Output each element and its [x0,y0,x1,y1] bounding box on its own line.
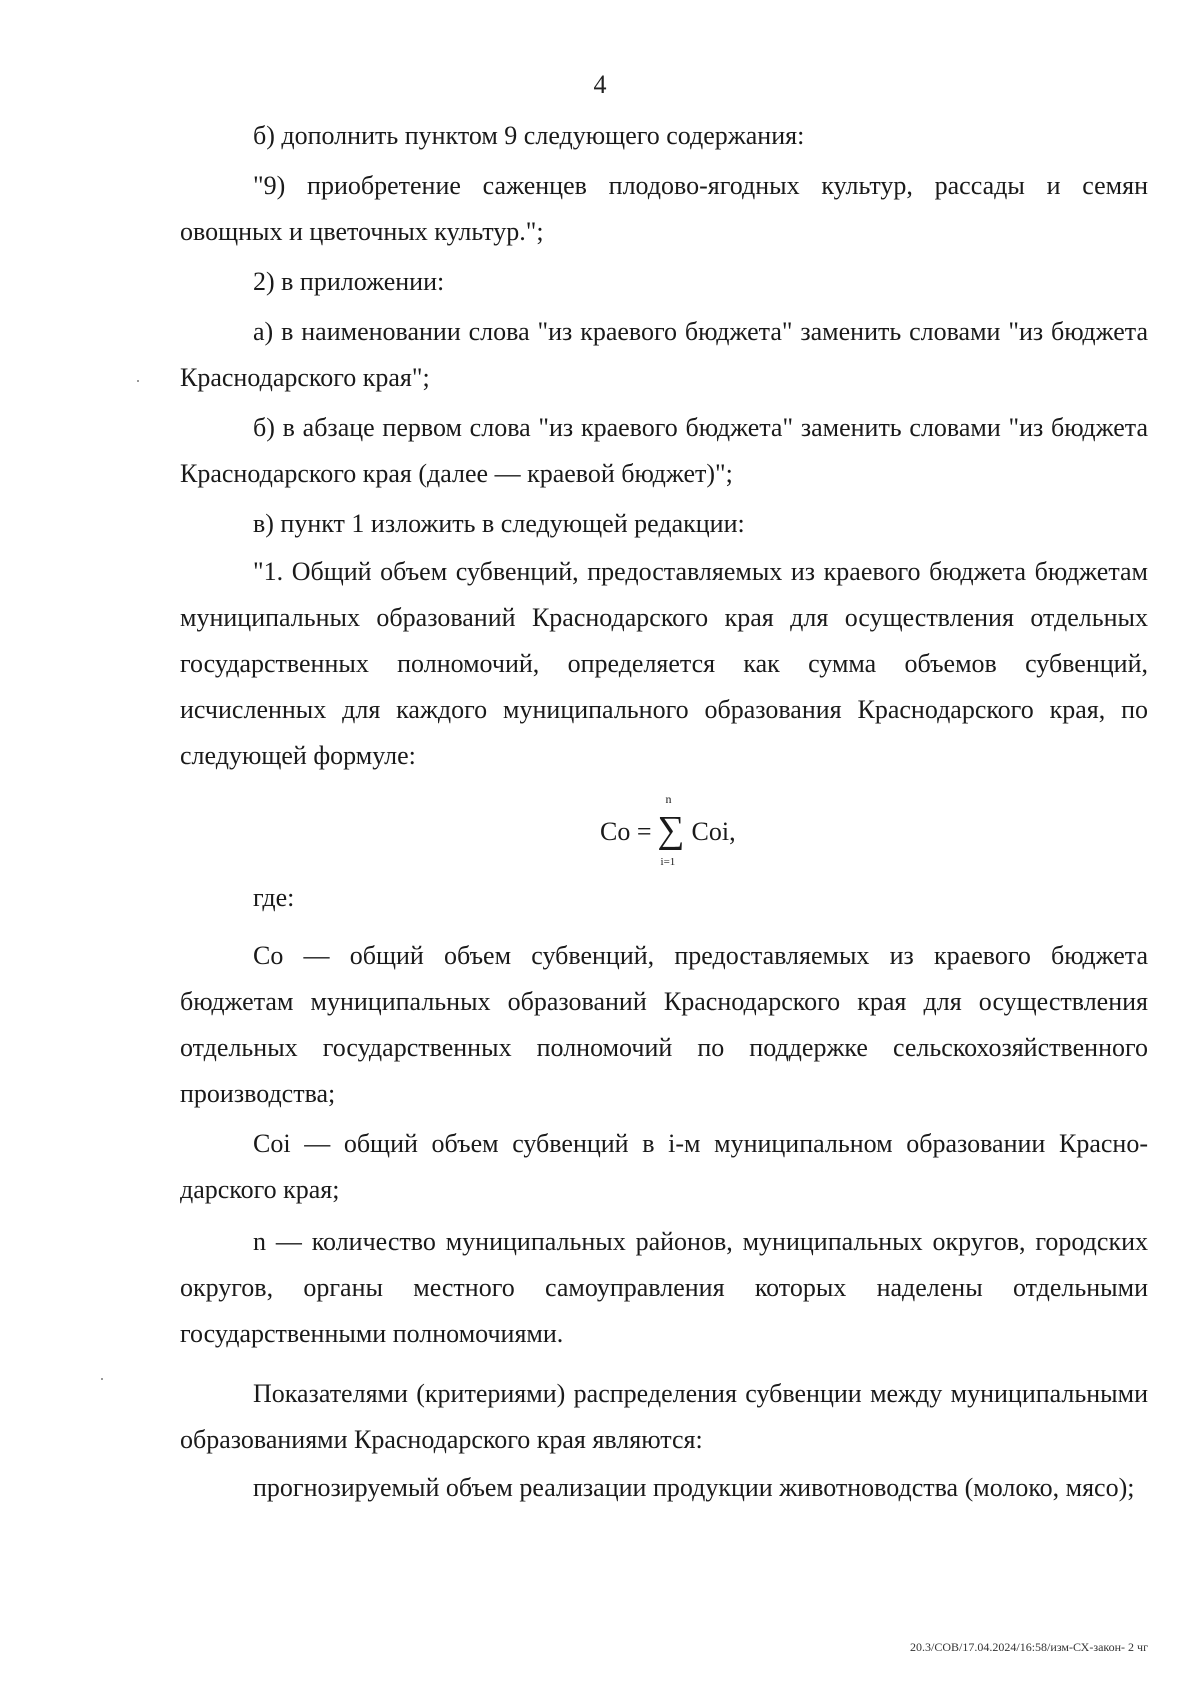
formula-expression [600,792,736,868]
paragraph-where: где: [253,883,295,912]
scan-speck [137,380,139,382]
formula-lhs: Со = [600,817,652,846]
scan-speck [101,1378,103,1380]
paragraph-appendix-heading: 2) в приложении: [253,267,445,296]
formula-rhs: Coi, [691,817,736,846]
document-footer-code: 20.3/СОВ/17.04.2024/16:58/изм-СХ-закон- 2 чг [910,1640,1148,1654]
sigma-symbol: ∑ [657,809,685,851]
document-body [180,113,1148,1511]
page-number: 4 [593,70,607,99]
paragraph-item-1-text: "1. Общий объем субвенций, предоставляемых из краевого бюджета бюджетам муниципальных образований Краснодарского края для осуществления отдельных государственных полномочий, определяется как сумма объемов субвенций, исчисленных для каждого муниципального образования Краснодарского края, по следующей формуле: [180,557,1148,770]
formula-sum-upper-limit: n [665,792,672,806]
formula-sum [657,792,690,868]
paragraph-amend-item-9: б) дополнить пунктом 9 следующего содержания: [253,121,805,150]
paragraph-amend-first-abzac: б) в абзаце первом слова "из краевого бюджета" заменить словами "из бюджета Краснодарского края (далее — краевой бюджет)"; [180,413,1148,488]
paragraph-criteria-heading: Показателями (критериями) распределения субвенции между муниципальными образованиями Краснодарского края являются: [180,1379,1148,1454]
paragraph-amend-title: а) в наименовании слова "из краевого бюджета" заменить словами "из бюджета Краснодарского края"; [180,317,1148,392]
paragraph-criteria-livestock: прогнозируемый объем реализации продукции животноводства (молоко, мясо); [253,1473,1135,1502]
paragraph-definition-co: Со — общий объем субвенций, предоставляемых из краевого бюджета бюджетам муниципальных образований Краснодарского края для осуществления отдельных государственных полномочий по поддержке сельскохозяйственного производства; [180,941,1148,1108]
paragraph-definition-coi: Coi — общий объем субвенций в i-м муниципальном образовании Краснодарского края; [180,1129,1148,1204]
paragraph-amend-item-1: в) пункт 1 изложить в следующей редакции: [253,509,745,538]
paragraph-definition-n: n — количество муниципальных районов, муниципальных округов, городских округов, органы местного самоуправления которых наделены отдельными государственными полномочиями. [180,1227,1148,1348]
formula-sum-lower-limit: i=1 [660,856,676,868]
formula [180,779,1148,879]
paragraph-item-9-text: "9) приобретение саженцев плодово-ягодных культур, рассады и семян овощных и цветочных культур."; [180,171,1148,246]
